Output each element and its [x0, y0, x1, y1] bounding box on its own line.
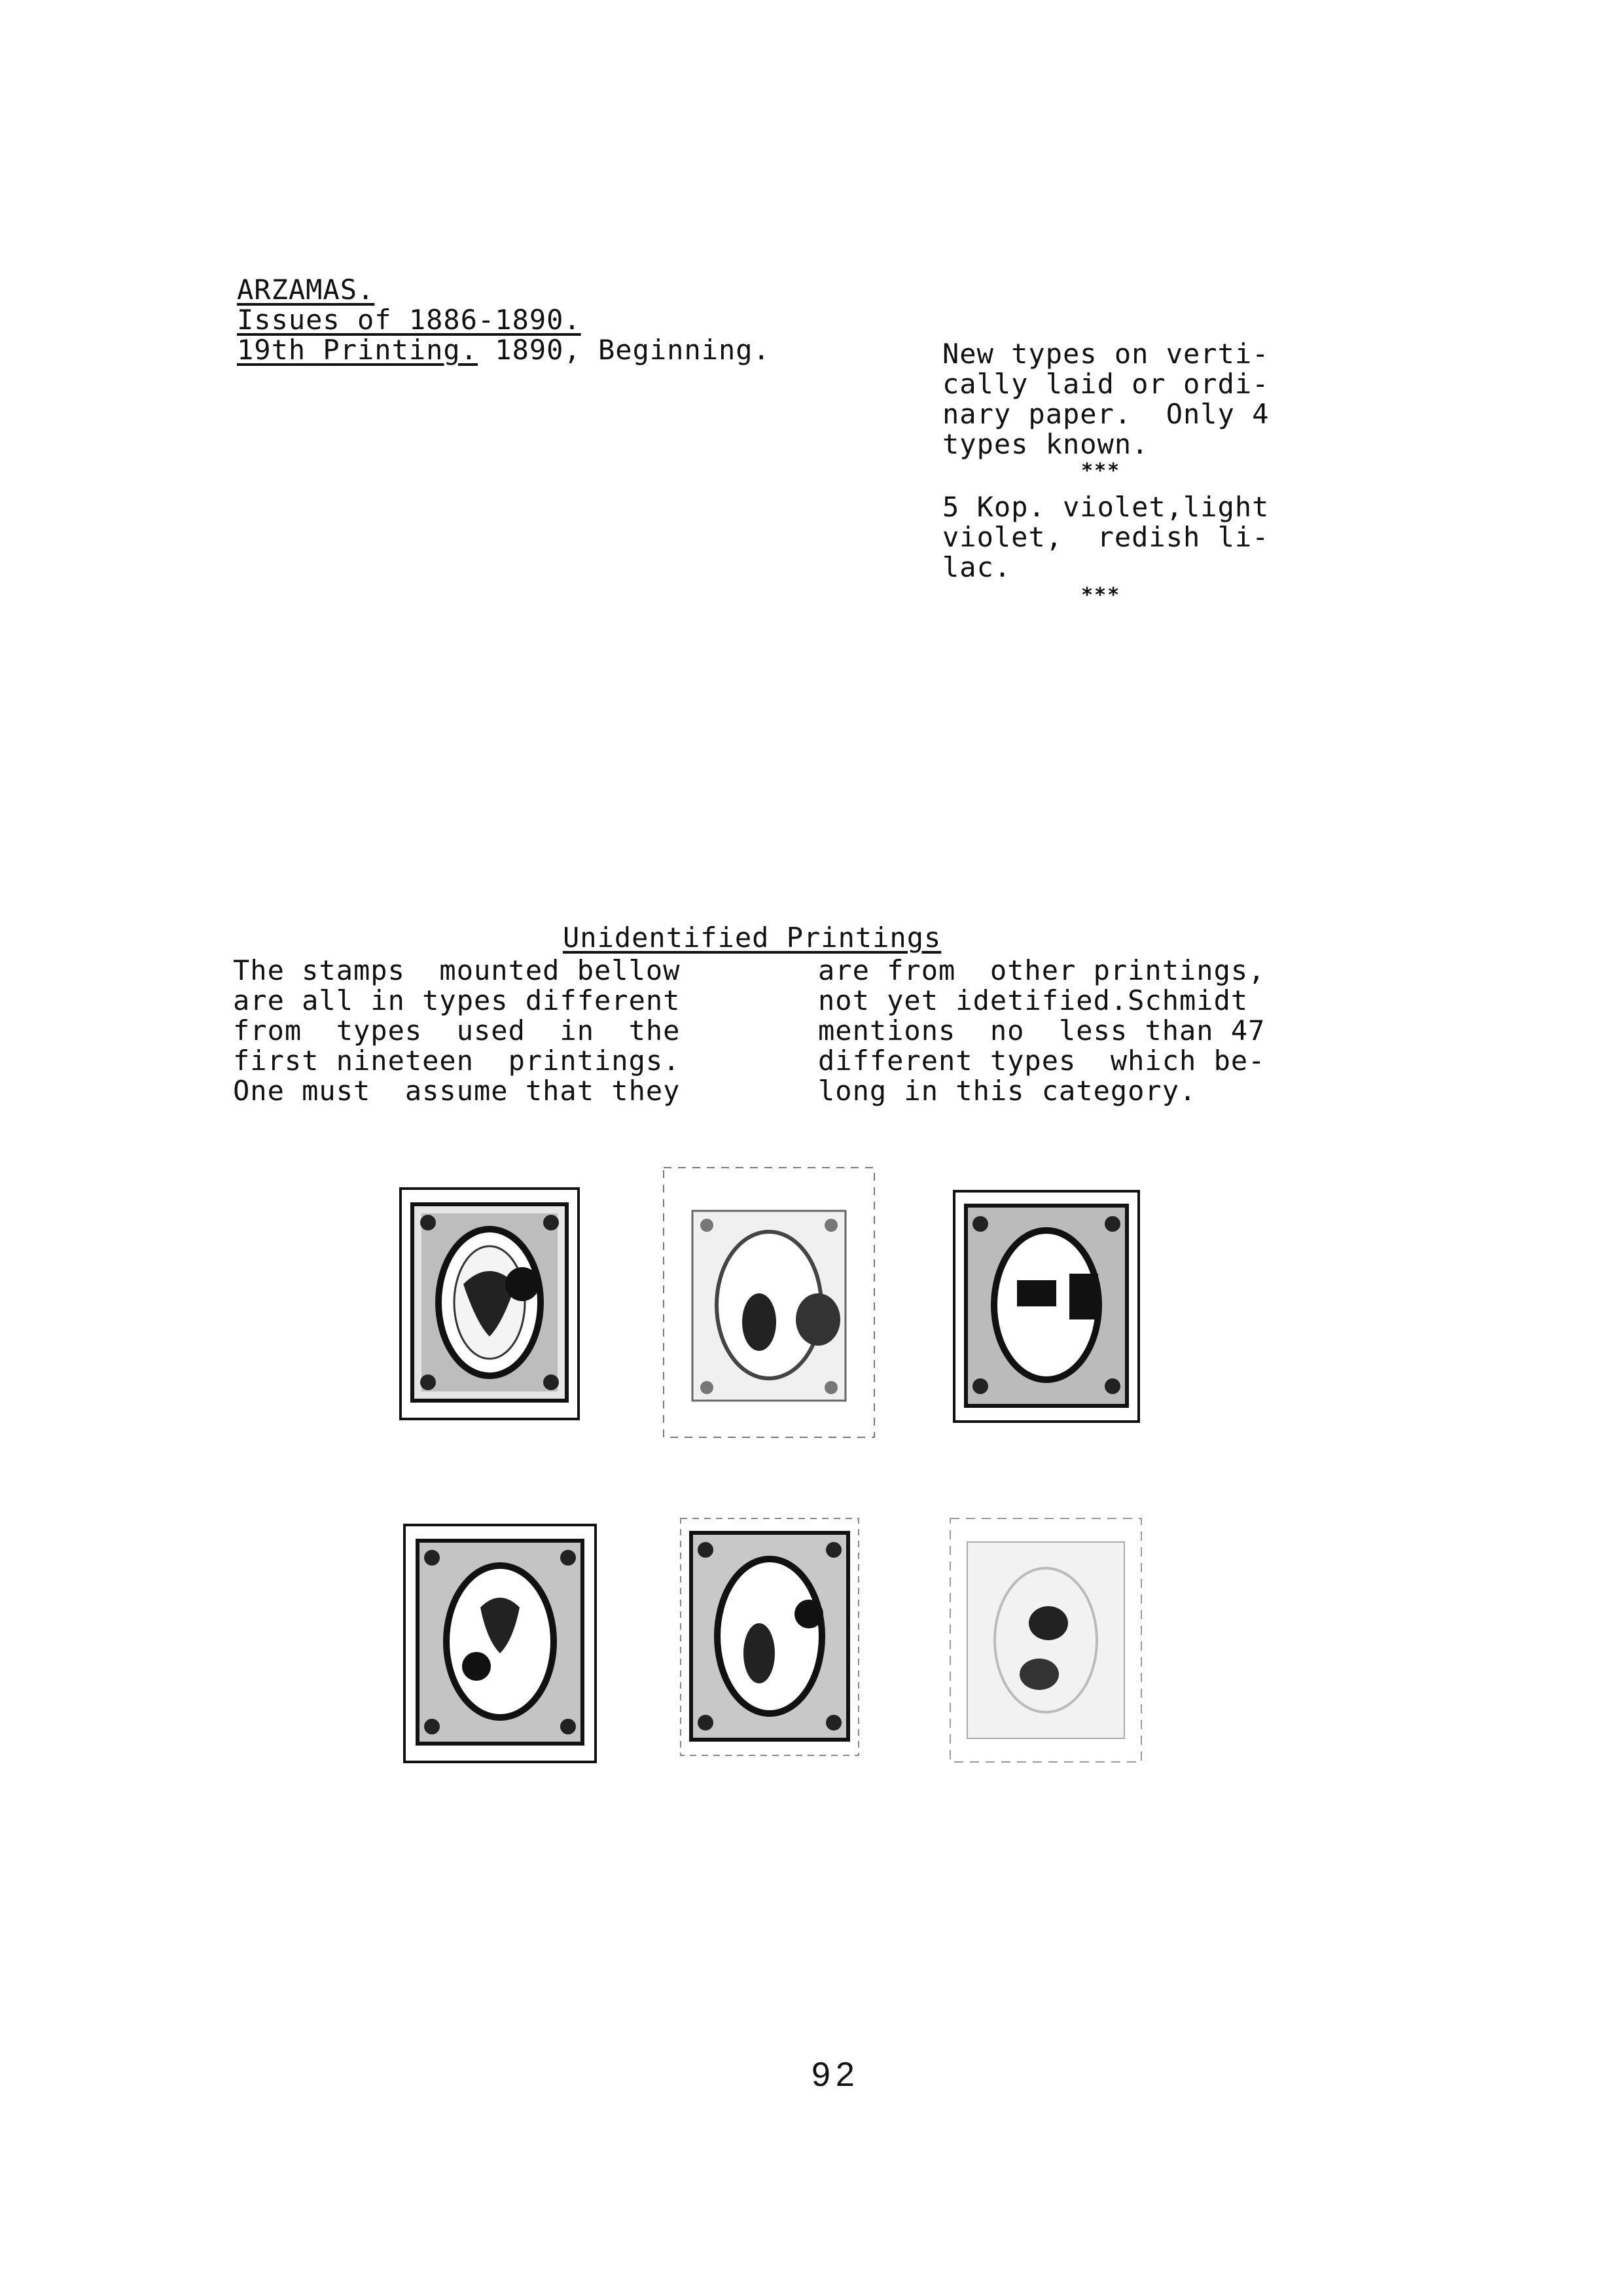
- note-line-7: lac.: [942, 551, 1012, 583]
- stamp-image-1: [398, 1186, 581, 1422]
- printing-date: 1890, Beginning.: [478, 334, 770, 366]
- page-number: 92: [812, 2056, 860, 2094]
- separator-stars-1: ***: [1081, 459, 1121, 482]
- printing-label: 19th Printing.: [237, 334, 478, 366]
- note-line-4: types known.: [942, 428, 1149, 460]
- note-line-5: 5 Kop. violet,light: [942, 491, 1270, 523]
- right-line-4: different types which be-: [818, 1045, 1266, 1077]
- separator-stars-2: ***: [1081, 584, 1121, 607]
- left-line-1: The stamps mounted bellow: [233, 954, 681, 986]
- section-title: Unidentified Printings: [563, 922, 942, 954]
- printing-heading: [237, 335, 770, 365]
- right-line-2: not yet idetified.Schmidt: [818, 984, 1249, 1016]
- issues-text: Issues of 1886-1890.: [237, 304, 581, 336]
- issues-heading: [237, 305, 581, 335]
- right-line-3: mentions no less than 47: [818, 1014, 1266, 1047]
- right-line-5: long in this category.: [818, 1075, 1197, 1107]
- stamp-image-3: [952, 1189, 1141, 1424]
- note-line-6: violet, redish li-: [942, 521, 1270, 553]
- stamp-image-5: [678, 1516, 861, 1758]
- stamp-image-2: [661, 1165, 877, 1440]
- left-line-3: from types used in the: [233, 1014, 681, 1047]
- stamp-image-6: [948, 1516, 1144, 1765]
- note-line-1: New types on verti-: [942, 338, 1270, 370]
- left-line-4: first nineteen printings.: [233, 1045, 681, 1077]
- note-line-2: cally laid or ordi-: [942, 368, 1270, 400]
- left-line-5: One must assume that they: [233, 1075, 681, 1107]
- stamp-image-4: [402, 1522, 598, 1765]
- left-line-2: are all in types different: [233, 984, 681, 1016]
- right-line-1: are from other printings,: [818, 954, 1266, 986]
- place-heading: ARZAMAS.: [237, 274, 375, 306]
- note-line-3: nary paper. Only 4: [942, 398, 1270, 430]
